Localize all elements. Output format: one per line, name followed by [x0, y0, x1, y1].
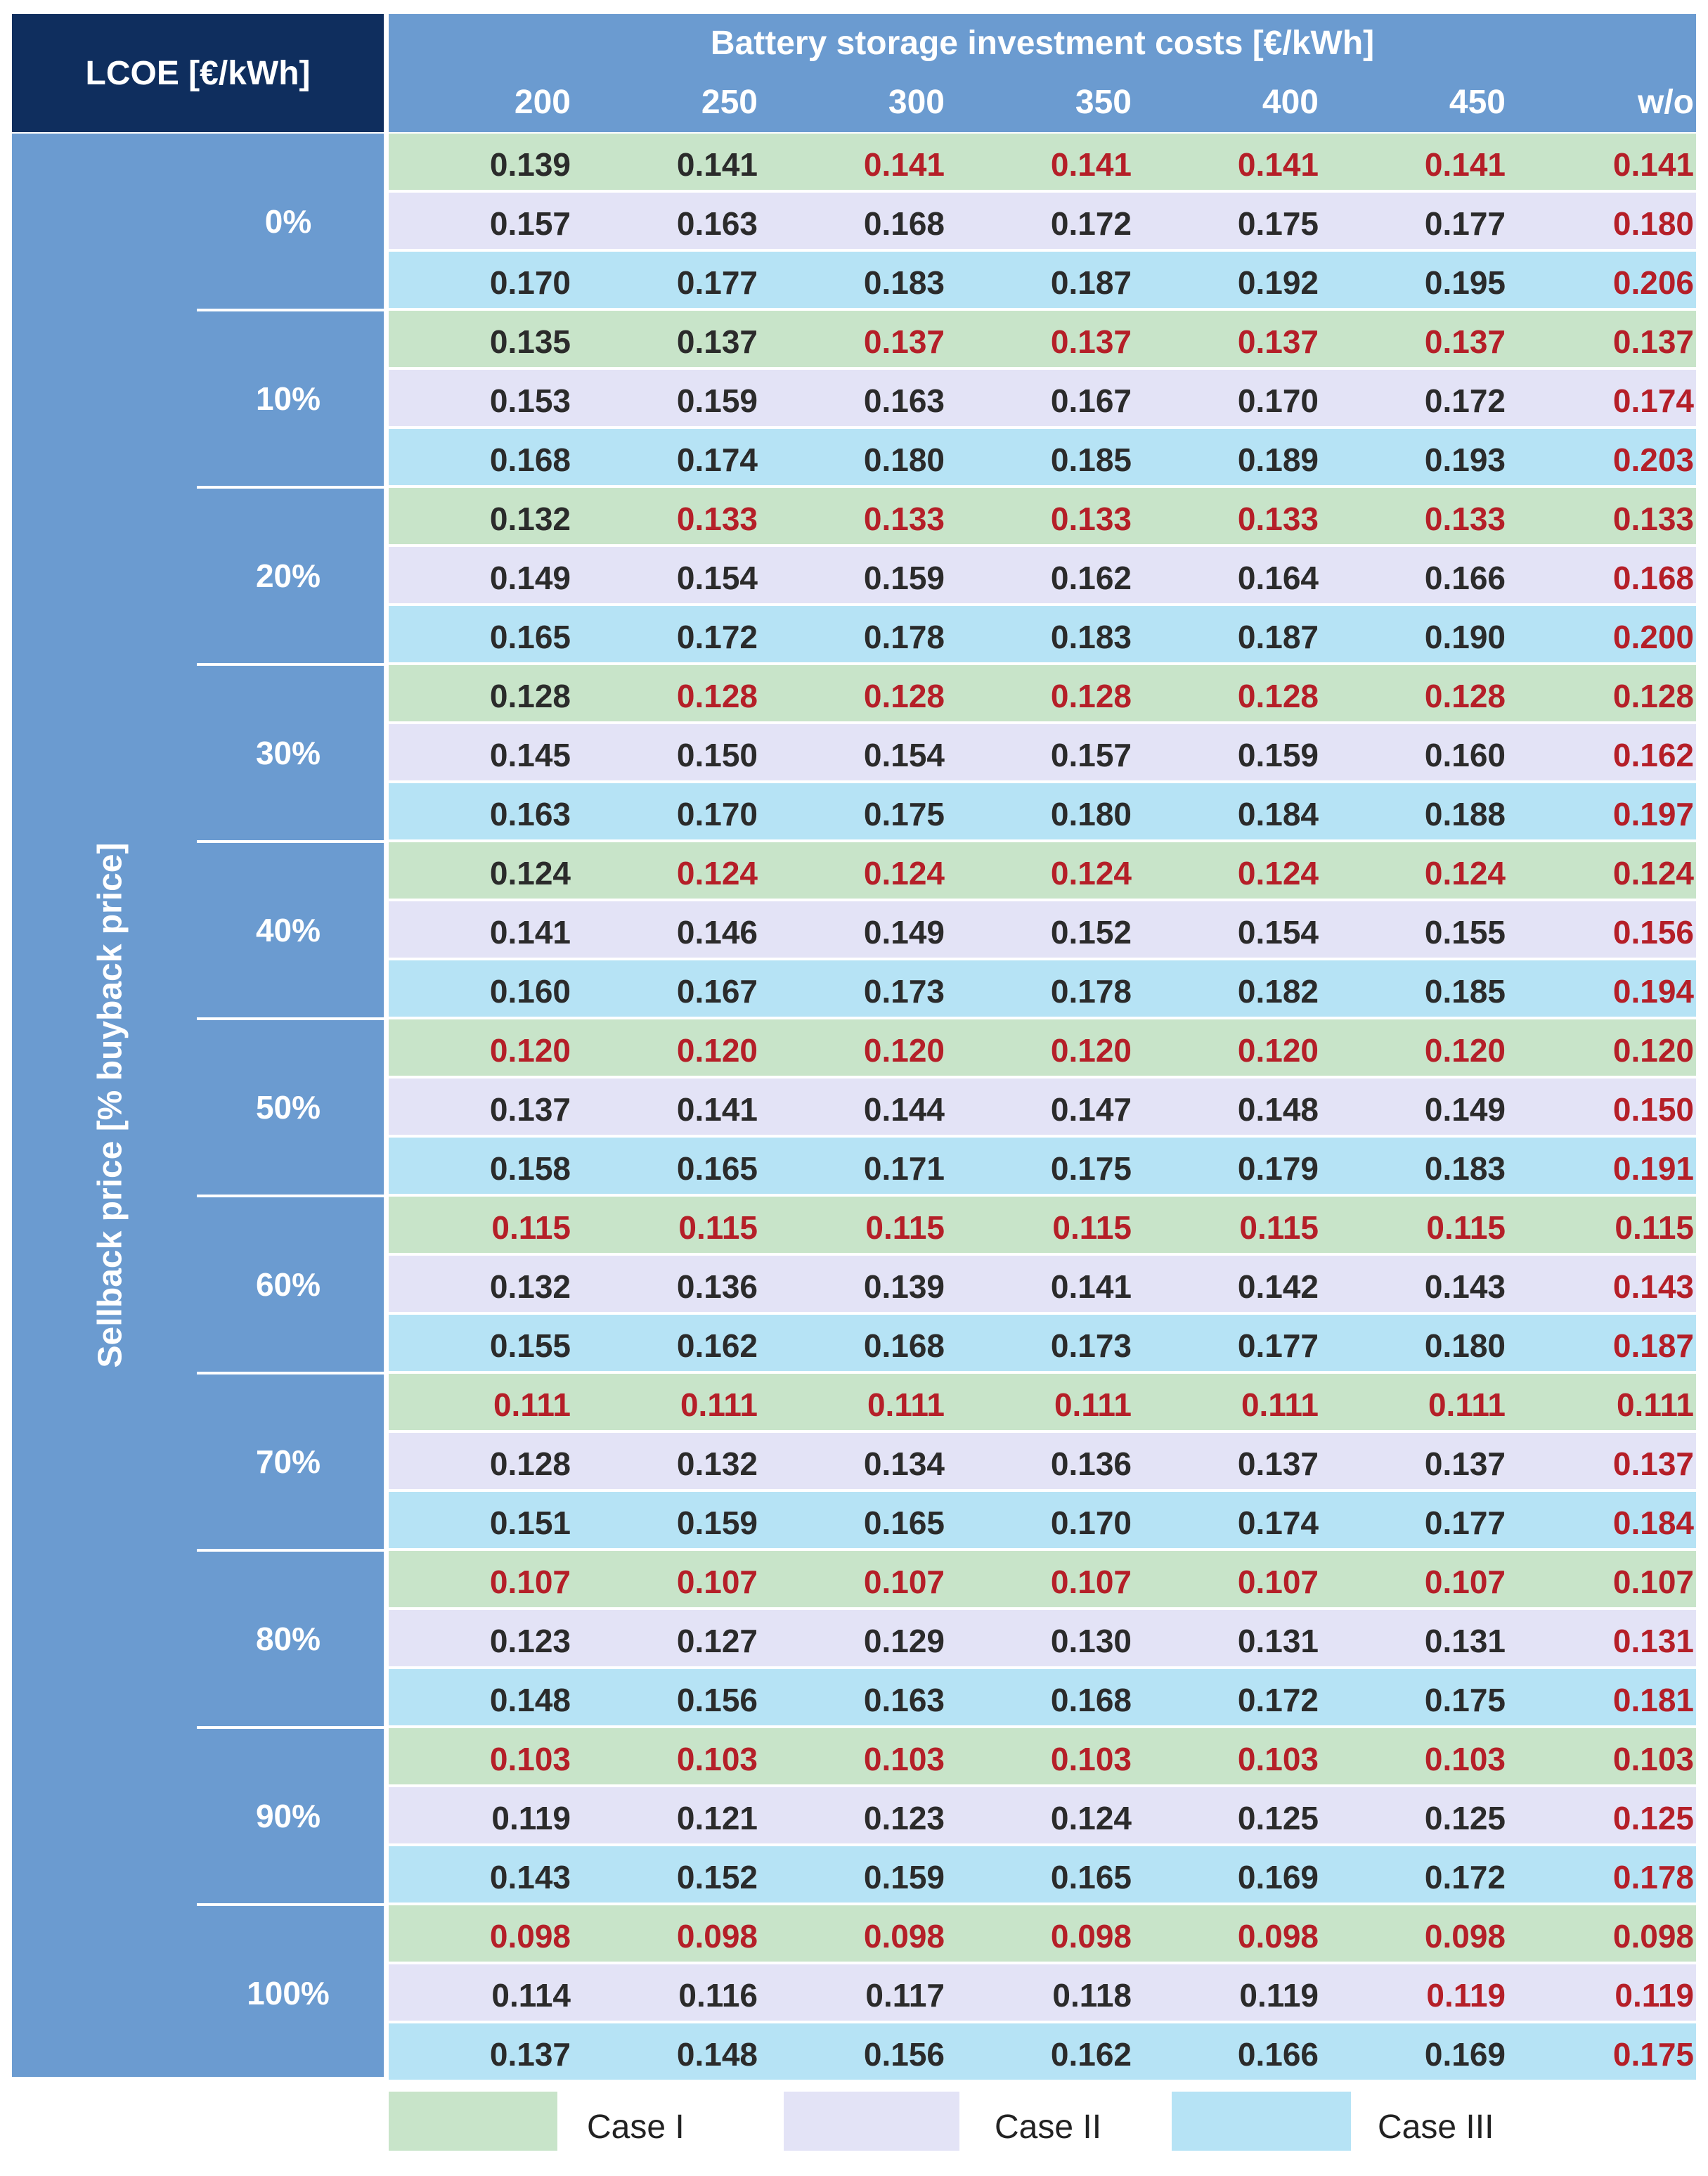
table-cell: 0.129	[863, 1623, 945, 1659]
table-cell: 0.188	[1424, 796, 1506, 832]
table-cell: 0.133	[1424, 501, 1506, 537]
table-cell: 0.157	[489, 205, 571, 242]
table-cell: 0.125	[1612, 1800, 1694, 1836]
table-cell: 0.185	[1424, 973, 1506, 1010]
table-cell: 0.177	[1424, 205, 1506, 242]
table-cell: 0.172	[1050, 205, 1132, 242]
table-cell: 0.098	[1050, 1918, 1132, 1955]
table-cell: 0.107	[1424, 1564, 1506, 1600]
table-cell: 0.120	[863, 1032, 945, 1069]
table-cell: 0.115	[1615, 1209, 1694, 1246]
table-cell: 0.157	[1050, 737, 1132, 773]
row-group-label: 80%	[255, 1621, 321, 1657]
table-cell: 0.169	[1237, 1859, 1319, 1895]
table-cell: 0.107	[489, 1564, 571, 1600]
table-cell: 0.178	[1612, 1859, 1694, 1895]
column-label-4: 350	[1075, 84, 1132, 121]
table-cell: 0.115	[491, 1209, 571, 1246]
table-cell: 0.175	[1424, 1682, 1506, 1718]
table-cell: 0.169	[1424, 2036, 1506, 2073]
table-cell: 0.119	[1615, 1977, 1694, 2014]
table-cell: 0.160	[489, 973, 571, 1010]
group-separator	[197, 1726, 384, 1729]
table-cell: 0.137	[1237, 1446, 1319, 1482]
group-separator	[197, 1017, 384, 1020]
row-group-label: 20%	[255, 558, 321, 594]
group-separator	[197, 309, 384, 311]
table-cell: 0.159	[676, 382, 758, 419]
table-cell: 0.149	[863, 914, 945, 951]
table-cell: 0.128	[489, 1446, 571, 1482]
table-cell: 0.190	[1424, 619, 1506, 655]
table-cell: 0.165	[676, 1150, 758, 1187]
table-cell: 0.184	[1237, 796, 1319, 832]
table-cell: 0.133	[1050, 501, 1132, 537]
group-separator	[197, 840, 384, 843]
table-cell: 0.137	[676, 323, 758, 360]
table-cell: 0.187	[1612, 1327, 1694, 1364]
column-label-7: w/o	[1638, 84, 1694, 121]
table-cell: 0.128	[676, 678, 758, 714]
table-cell: 0.128	[489, 678, 571, 714]
row-group-label: 70%	[255, 1443, 321, 1480]
row-axis-title: Sellback price [% buyback price]	[91, 842, 129, 1368]
table-cell: 0.118	[1052, 1977, 1132, 2014]
table-cell: 0.132	[489, 1268, 571, 1305]
table-cell: 0.170	[676, 796, 758, 832]
table-cell: 0.175	[863, 796, 945, 832]
table-cell: 0.103	[676, 1741, 758, 1777]
table-cell: 0.098	[489, 1918, 571, 1955]
table-cell: 0.164	[1237, 560, 1319, 596]
table-cell: 0.120	[489, 1032, 571, 1069]
corner-label: LCOE [€/kWh]	[12, 14, 384, 132]
table-cell: 0.128	[863, 678, 945, 714]
table-cell: 0.131	[1612, 1623, 1694, 1659]
table-cell: 0.173	[863, 973, 945, 1010]
table-cell: 0.143	[1612, 1268, 1694, 1305]
column-label-1: 200	[514, 84, 571, 121]
table-cell: 0.124	[676, 855, 758, 891]
table-cell: 0.177	[1237, 1327, 1319, 1364]
table-cell: 0.103	[1612, 1741, 1694, 1777]
table-cell: 0.124	[489, 855, 571, 891]
table-cell: 0.133	[1612, 501, 1694, 537]
table-cell: 0.159	[863, 1859, 945, 1895]
column-label-2: 250	[701, 84, 758, 121]
table-cell: 0.131	[1424, 1623, 1506, 1659]
table-cell: 0.172	[1237, 1682, 1319, 1718]
table-cell: 0.133	[1237, 501, 1319, 537]
table-cell: 0.128	[1237, 678, 1319, 714]
table-cell: 0.182	[1237, 973, 1319, 1010]
table-cell: 0.177	[1424, 1505, 1506, 1541]
table-cell: 0.156	[676, 1682, 758, 1718]
table-cell: 0.125	[1237, 1800, 1319, 1836]
table-cell: 0.168	[489, 442, 571, 478]
table-cell: 0.115	[678, 1209, 758, 1246]
table-cell: 0.180	[1050, 796, 1132, 832]
table-cell: 0.191	[1612, 1150, 1694, 1187]
table-cell: 0.142	[1237, 1268, 1319, 1305]
table-cell: 0.111	[1616, 1386, 1694, 1423]
legend-label-2: Case II	[995, 2109, 1102, 2146]
table-cell: 0.111	[680, 1386, 758, 1423]
table-cell: 0.141	[863, 146, 945, 183]
table-cell: 0.170	[1050, 1505, 1132, 1541]
table-cell: 0.115	[1052, 1209, 1132, 1246]
table-cell: 0.133	[863, 501, 945, 537]
table-cell: 0.107	[676, 1564, 758, 1600]
table-cell: 0.166	[1237, 2036, 1319, 2073]
table-cell: 0.133	[676, 501, 758, 537]
table-cell: 0.132	[676, 1446, 758, 1482]
table-cell: 0.154	[1237, 914, 1319, 951]
table-cell: 0.111	[867, 1386, 945, 1423]
table-cell: 0.137	[863, 323, 945, 360]
legend-label-3: Case III	[1378, 2109, 1494, 2146]
table-cell: 0.141	[1050, 1268, 1132, 1305]
table-cell: 0.131	[1237, 1623, 1319, 1659]
group-separator	[197, 1549, 384, 1552]
row-group-label: 50%	[255, 1089, 321, 1126]
table-cell: 0.119	[1239, 1977, 1319, 2014]
table-cell: 0.159	[676, 1505, 758, 1541]
group-separator	[197, 486, 384, 489]
table-cell: 0.158	[489, 1150, 571, 1187]
table-cell: 0.137	[1424, 323, 1506, 360]
table-cell: 0.144	[863, 1091, 945, 1128]
table-cell: 0.154	[863, 737, 945, 773]
table-cell: 0.137	[1237, 323, 1319, 360]
legend-swatch-3	[1172, 2092, 1351, 2151]
row-group-label: 60%	[255, 1266, 321, 1303]
table-cell: 0.160	[1424, 737, 1506, 773]
table-cell: 0.167	[676, 973, 758, 1010]
table-cell: 0.168	[863, 205, 945, 242]
table-cell: 0.098	[1612, 1918, 1694, 1955]
table-cell: 0.120	[1424, 1032, 1506, 1069]
table-cell: 0.172	[1424, 382, 1506, 419]
legend-label-1: Case I	[587, 2109, 685, 2146]
table-cell: 0.111	[1054, 1386, 1132, 1423]
table-cell: 0.121	[676, 1800, 758, 1836]
table-cell: 0.117	[865, 1977, 945, 2014]
table-cell: 0.168	[1612, 560, 1694, 596]
table-cell: 0.136	[676, 1268, 758, 1305]
table-cell: 0.175	[1237, 205, 1319, 242]
table-cell: 0.150	[676, 737, 758, 773]
table-cell: 0.162	[1050, 560, 1132, 596]
table-cell: 0.116	[678, 1977, 758, 2014]
table-cell: 0.128	[1050, 678, 1132, 714]
column-label-6: 450	[1449, 84, 1506, 121]
table-cell: 0.187	[1237, 619, 1319, 655]
table-cell: 0.171	[863, 1150, 945, 1187]
table-cell: 0.141	[1612, 146, 1694, 183]
table-cell: 0.149	[1424, 1091, 1506, 1128]
table-cell: 0.174	[676, 442, 758, 478]
table-cell: 0.152	[1050, 914, 1132, 951]
table-cell: 0.163	[489, 796, 571, 832]
table-cell: 0.132	[489, 501, 571, 537]
table-cell: 0.148	[489, 1682, 571, 1718]
table-cell: 0.145	[489, 737, 571, 773]
table-cell: 0.120	[1612, 1032, 1694, 1069]
table-cell: 0.148	[1237, 1091, 1319, 1128]
table-cell: 0.111	[1428, 1386, 1506, 1423]
table-cell: 0.141	[676, 146, 758, 183]
table-cell: 0.124	[1050, 855, 1132, 891]
table-cell: 0.203	[1612, 442, 1694, 478]
table-cell: 0.180	[1612, 205, 1694, 242]
table-cell: 0.103	[1050, 1741, 1132, 1777]
table-cell: 0.107	[863, 1564, 945, 1600]
table-cell: 0.162	[1612, 737, 1694, 773]
table-cell: 0.155	[489, 1327, 571, 1364]
table-cell: 0.143	[489, 1859, 571, 1895]
table-cell: 0.137	[489, 1091, 571, 1128]
table-cell: 0.137	[1424, 1446, 1506, 1482]
table-cell: 0.163	[676, 205, 758, 242]
table-cell: 0.137	[1612, 323, 1694, 360]
table-cell: 0.119	[491, 1800, 571, 1836]
table-cell: 0.181	[1612, 1682, 1694, 1718]
table-cell: 0.107	[1237, 1564, 1319, 1600]
table-cell: 0.180	[863, 442, 945, 478]
table-cell: 0.124	[863, 855, 945, 891]
row-group-label: 100%	[247, 1975, 330, 2011]
table-cell: 0.166	[1424, 560, 1506, 596]
row-group-label: 40%	[255, 912, 321, 948]
table-cell: 0.159	[863, 560, 945, 596]
table-cell: 0.183	[1424, 1150, 1506, 1187]
column-label-3: 300	[888, 84, 945, 121]
table-cell: 0.120	[1050, 1032, 1132, 1069]
group-separator	[197, 1372, 384, 1375]
table-cell: 0.137	[1612, 1446, 1694, 1482]
table-cell: 0.115	[1239, 1209, 1319, 1246]
table-cell: 0.175	[1612, 2036, 1694, 2073]
table-cell: 0.154	[676, 560, 758, 596]
table-cell: 0.115	[1426, 1209, 1506, 1246]
table-cell: 0.156	[863, 2036, 945, 2073]
table-cell: 0.141	[1237, 146, 1319, 183]
table-cell: 0.183	[863, 264, 945, 301]
table-cell: 0.174	[1612, 382, 1694, 419]
table-cell: 0.123	[489, 1623, 571, 1659]
table-cell: 0.174	[1237, 1505, 1319, 1541]
table-cell: 0.098	[1237, 1918, 1319, 1955]
table-cell: 0.159	[1237, 737, 1319, 773]
table-cell: 0.192	[1237, 264, 1319, 301]
table-cell: 0.168	[1050, 1682, 1132, 1718]
table-cell: 0.103	[489, 1741, 571, 1777]
table-cell: 0.184	[1612, 1505, 1694, 1541]
table-cell: 0.189	[1237, 442, 1319, 478]
table-cell: 0.173	[1050, 1327, 1132, 1364]
legend-swatch-1	[389, 2092, 557, 2151]
table-cell: 0.111	[1241, 1386, 1319, 1423]
column-label-5: 400	[1262, 84, 1319, 121]
table-cell: 0.185	[1050, 442, 1132, 478]
table-cell: 0.163	[863, 1682, 945, 1718]
table-cell: 0.135	[489, 323, 571, 360]
table-cell: 0.194	[1612, 973, 1694, 1010]
table-cell: 0.147	[1050, 1091, 1132, 1128]
table-cell: 0.172	[676, 619, 758, 655]
table-cell: 0.195	[1424, 264, 1506, 301]
table-cell: 0.146	[676, 914, 758, 951]
table-cell: 0.193	[1424, 442, 1506, 478]
legend-swatch-2	[784, 2092, 959, 2151]
row-group-label: 0%	[264, 203, 312, 240]
table-cell: 0.139	[863, 1268, 945, 1305]
table-cell: 0.178	[863, 619, 945, 655]
table-cell: 0.137	[489, 2036, 571, 2073]
table-cell: 0.162	[1050, 2036, 1132, 2073]
table-cell: 0.107	[1612, 1564, 1694, 1600]
table-cell: 0.128	[1612, 678, 1694, 714]
table-cell: 0.180	[1424, 1327, 1506, 1364]
table-cell: 0.168	[863, 1327, 945, 1364]
table-cell: 0.124	[1424, 855, 1506, 891]
table-cell: 0.165	[1050, 1859, 1132, 1895]
table-cell: 0.187	[1050, 264, 1132, 301]
table-cell: 0.152	[676, 1859, 758, 1895]
table-cell: 0.103	[1237, 1741, 1319, 1777]
row-group-label: 90%	[255, 1798, 321, 1834]
table-cell: 0.141	[676, 1091, 758, 1128]
table-cell: 0.162	[676, 1327, 758, 1364]
table-cell: 0.103	[1424, 1741, 1506, 1777]
table-cell: 0.125	[1424, 1800, 1506, 1836]
table-cell: 0.107	[1050, 1564, 1132, 1600]
table-cell: 0.124	[1612, 855, 1694, 891]
table-cell: 0.137	[1050, 323, 1132, 360]
table-cell: 0.139	[489, 146, 571, 183]
table-cell: 0.128	[1424, 678, 1506, 714]
table-cell: 0.120	[1237, 1032, 1319, 1069]
table-cell: 0.120	[676, 1032, 758, 1069]
table-cell: 0.136	[1050, 1446, 1132, 1482]
table-cell: 0.114	[491, 1977, 571, 2014]
table-cell: 0.124	[1237, 855, 1319, 891]
group-separator	[197, 663, 384, 666]
table-cell: 0.123	[863, 1800, 945, 1836]
table-cell: 0.141	[1424, 146, 1506, 183]
table-cell: 0.177	[676, 264, 758, 301]
table-cell: 0.206	[1612, 264, 1694, 301]
table-cell: 0.167	[1050, 382, 1132, 419]
table-cell: 0.141	[1050, 146, 1132, 183]
row-group-label: 10%	[255, 380, 321, 417]
group-separator	[197, 1195, 384, 1197]
table-cell: 0.165	[863, 1505, 945, 1541]
table-cell: 0.124	[1050, 1800, 1132, 1836]
table-cell: 0.127	[676, 1623, 758, 1659]
table-cell: 0.115	[865, 1209, 945, 1246]
table-cell: 0.130	[1050, 1623, 1132, 1659]
table-cell: 0.153	[489, 382, 571, 419]
table-cell: 0.179	[1237, 1150, 1319, 1187]
table-cell: 0.183	[1050, 619, 1132, 655]
group-separator	[197, 1903, 384, 1906]
table-cell: 0.098	[1424, 1918, 1506, 1955]
table-cell: 0.111	[493, 1386, 571, 1423]
table-cell: 0.156	[1612, 914, 1694, 951]
table-cell: 0.098	[676, 1918, 758, 1955]
table-cell: 0.103	[863, 1741, 945, 1777]
table-cell: 0.165	[489, 619, 571, 655]
table-cell: 0.163	[863, 382, 945, 419]
table-cell: 0.170	[489, 264, 571, 301]
table-cell: 0.175	[1050, 1150, 1132, 1187]
table-cell: 0.098	[863, 1918, 945, 1955]
table-cell: 0.172	[1424, 1859, 1506, 1895]
table-cell: 0.155	[1424, 914, 1506, 951]
table-cell: 0.150	[1612, 1091, 1694, 1128]
table-cell: 0.151	[489, 1505, 571, 1541]
table-cell: 0.134	[863, 1446, 945, 1482]
column-title: Battery storage investment costs [€/kWh]	[710, 25, 1375, 62]
table-cell: 0.119	[1426, 1977, 1506, 2014]
row-group-label: 30%	[255, 735, 321, 771]
table-cell: 0.148	[676, 2036, 758, 2073]
table-cell: 0.149	[489, 560, 571, 596]
table-cell: 0.141	[489, 914, 571, 951]
table-cell: 0.143	[1424, 1268, 1506, 1305]
table-cell: 0.170	[1237, 382, 1319, 419]
table-cell: 0.200	[1612, 619, 1694, 655]
column-header	[389, 14, 1696, 132]
table-cell: 0.197	[1612, 796, 1694, 832]
table-cell: 0.178	[1050, 973, 1132, 1010]
